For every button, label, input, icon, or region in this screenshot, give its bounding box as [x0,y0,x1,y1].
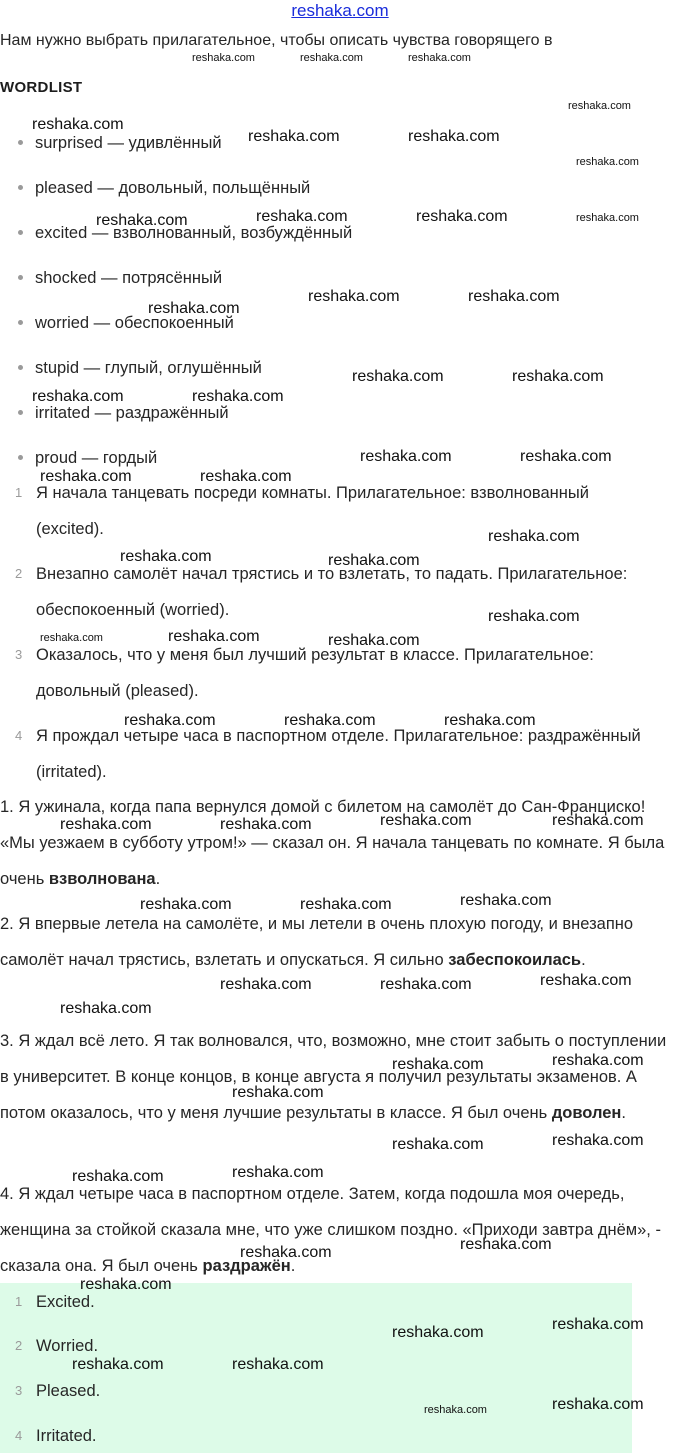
watermark: reshaka.com [300,52,363,64]
item-number: 4 [15,728,23,743]
answer-text: Worried. [36,1337,99,1355]
watermark: reshaka.com [256,208,348,225]
analysis-text: Внезапно самолёт начал трястись и то взлетать, то падать. Прилагательное: обеспокоенный (worried). [36,565,628,619]
watermark: reshaka.com [192,52,255,64]
answer-word: раздражён [202,1257,291,1275]
analysis-text: Я начала танцевать посреди комнаты. Прилагательное: взволнованный (excited). [36,484,589,538]
watermark: reshaka.com [552,1052,644,1069]
watermark: reshaka.com [284,712,376,729]
watermark: reshaka.com [444,712,536,729]
watermark: reshaka.com [300,896,392,913]
watermark: reshaka.com [80,1276,172,1293]
wordlist-item: stupid — глупый, оглушённый [18,357,262,379]
watermark: reshaka.com [40,468,132,485]
answer-text: Excited. [36,1293,95,1311]
watermark: reshaka.com [232,1164,324,1181]
watermark: reshaka.com [392,1136,484,1153]
watermark: reshaka.com [232,1356,324,1373]
watermark: reshaka.com [168,628,260,645]
bullet-icon [18,365,23,370]
watermark: reshaka.com [220,976,312,993]
wordlist-item: proud — гордый [18,447,157,469]
watermark: reshaka.com [408,52,471,64]
item-number: 4 [15,1428,23,1443]
text-paragraph: 3. Я ждал всё лето. Я так волновался, что, возможно, мне стоит забыть о поступлении в университет. В конце концов, в конце августа я получил результаты экзаменов. А потом оказалось, что у меня лучшие результаты в классе. Я был очень доволен. [0,1032,667,1122]
watermark: reshaka.com [408,128,500,145]
watermark: reshaka.com [60,1000,152,1017]
watermark: reshaka.com [512,368,604,385]
intro-text: Нам нужно выбрать прилагательное, чтобы описать чувства говорящего в [0,32,553,49]
item-number: 2 [15,566,23,581]
watermark: reshaka.com [416,208,508,225]
watermark: reshaka.com [552,812,644,829]
watermark: reshaka.com [40,632,103,644]
item-number: 2 [15,1338,23,1353]
text-paragraph: 1. Я ужинала, когда папа вернулся домой с билетом на самолёт до Сан-Франциско! «Мы уезжаем в субботу утром!» — сказал он. Я начала танцевать по комнате. Я была очень взволнована. [0,798,665,888]
watermark: reshaka.com [240,1244,332,1261]
watermark: reshaka.com [460,892,552,909]
bullet-icon [18,320,23,325]
watermark: reshaka.com [328,632,420,649]
watermark: reshaka.com [124,712,216,729]
watermark: reshaka.com [32,116,124,133]
watermark: reshaka.com [328,552,420,569]
watermark: reshaka.com [540,972,632,989]
watermark: reshaka.com [468,288,560,305]
watermark: reshaka.com [576,156,639,168]
watermark: reshaka.com [488,528,580,545]
watermark: reshaka.com [392,1056,484,1073]
site-link[interactable]: reshaka.com [291,1,389,20]
analysis-text: Я прождал четыре часа в паспортном отделе. Прилагательное: раздражённый (irritated). [36,727,641,781]
watermark: reshaka.com [576,212,639,224]
wordlist-item: excited — взволнованный, возбуждённый [18,222,352,244]
watermark: reshaka.com [568,100,631,112]
item-number: 1 [15,1294,23,1309]
watermark: reshaka.com [424,1404,487,1416]
text-paragraph: 2. Я впервые летела на самолёте, и мы летели в очень плохую погоду, и внезапно самолёт начал трястись, взлетать и опускаться. Я сильно забеспокоилась. [0,915,634,969]
watermark: reshaka.com [248,128,340,145]
watermark: reshaka.com [352,368,444,385]
answer-word: забеспокоилась [448,951,582,969]
watermark: reshaka.com [220,816,312,833]
answer-text: Pleased. [36,1382,101,1400]
watermark: reshaka.com [552,1132,644,1149]
watermark: reshaka.com [200,468,292,485]
watermark: reshaka.com [148,300,240,317]
watermark: reshaka.com [72,1168,164,1185]
watermark: reshaka.com [460,1236,552,1253]
bullet-icon [18,455,23,460]
watermark: reshaka.com [552,1396,644,1413]
watermark: reshaka.com [120,548,212,565]
watermark: reshaka.com [72,1356,164,1373]
watermark: reshaka.com [380,812,472,829]
watermark: reshaka.com [140,896,232,913]
watermark: reshaka.com [60,816,152,833]
watermark: reshaka.com [488,608,580,625]
text-paragraph: 4. Я ждал четыре часа в паспортном отделе. Затем, когда подошла моя очередь, женщина за стойкой сказала мне, что уже слишком поздно. «Приходи завтра днём», - сказала она. Я был очень раздражён. [0,1185,661,1275]
watermark: reshaka.com [380,976,472,993]
answer-word: доволен [551,1104,622,1122]
wordlist-item: worried — обеспокоенный [18,312,234,334]
watermark: reshaka.com [96,212,188,229]
watermark: reshaka.com [392,1324,484,1341]
wordlist-heading: WORDLIST [0,79,83,96]
watermark: reshaka.com [192,388,284,405]
bullet-icon [18,410,23,415]
item-number: 3 [15,647,23,662]
item-number: 1 [15,485,23,500]
item-number: 3 [15,1383,23,1398]
bullet-icon [18,275,23,280]
bullet-icon [18,185,23,190]
analysis-text: Оказалось, что у меня был лучший результат в классе. Прилагательное: довольный (pleased). [36,646,594,700]
watermark: reshaka.com [32,388,124,405]
bullet-icon [18,140,23,145]
watermark: reshaka.com [520,448,612,465]
bullet-icon [18,230,23,235]
watermark: reshaka.com [308,288,400,305]
wordlist-item: irritated — раздражённый [18,402,229,424]
answer-word: взволнована [48,870,156,888]
wordlist-item: surprised — удивлённый [18,132,222,154]
wordlist-item: pleased — довольный, польщённый [18,177,310,199]
watermark: reshaka.com [232,1084,324,1101]
watermark: reshaka.com [360,448,452,465]
wordlist-item: shocked — потрясённый [18,267,222,289]
answer-text: Irritated. [36,1427,97,1445]
watermark: reshaka.com [552,1316,644,1333]
